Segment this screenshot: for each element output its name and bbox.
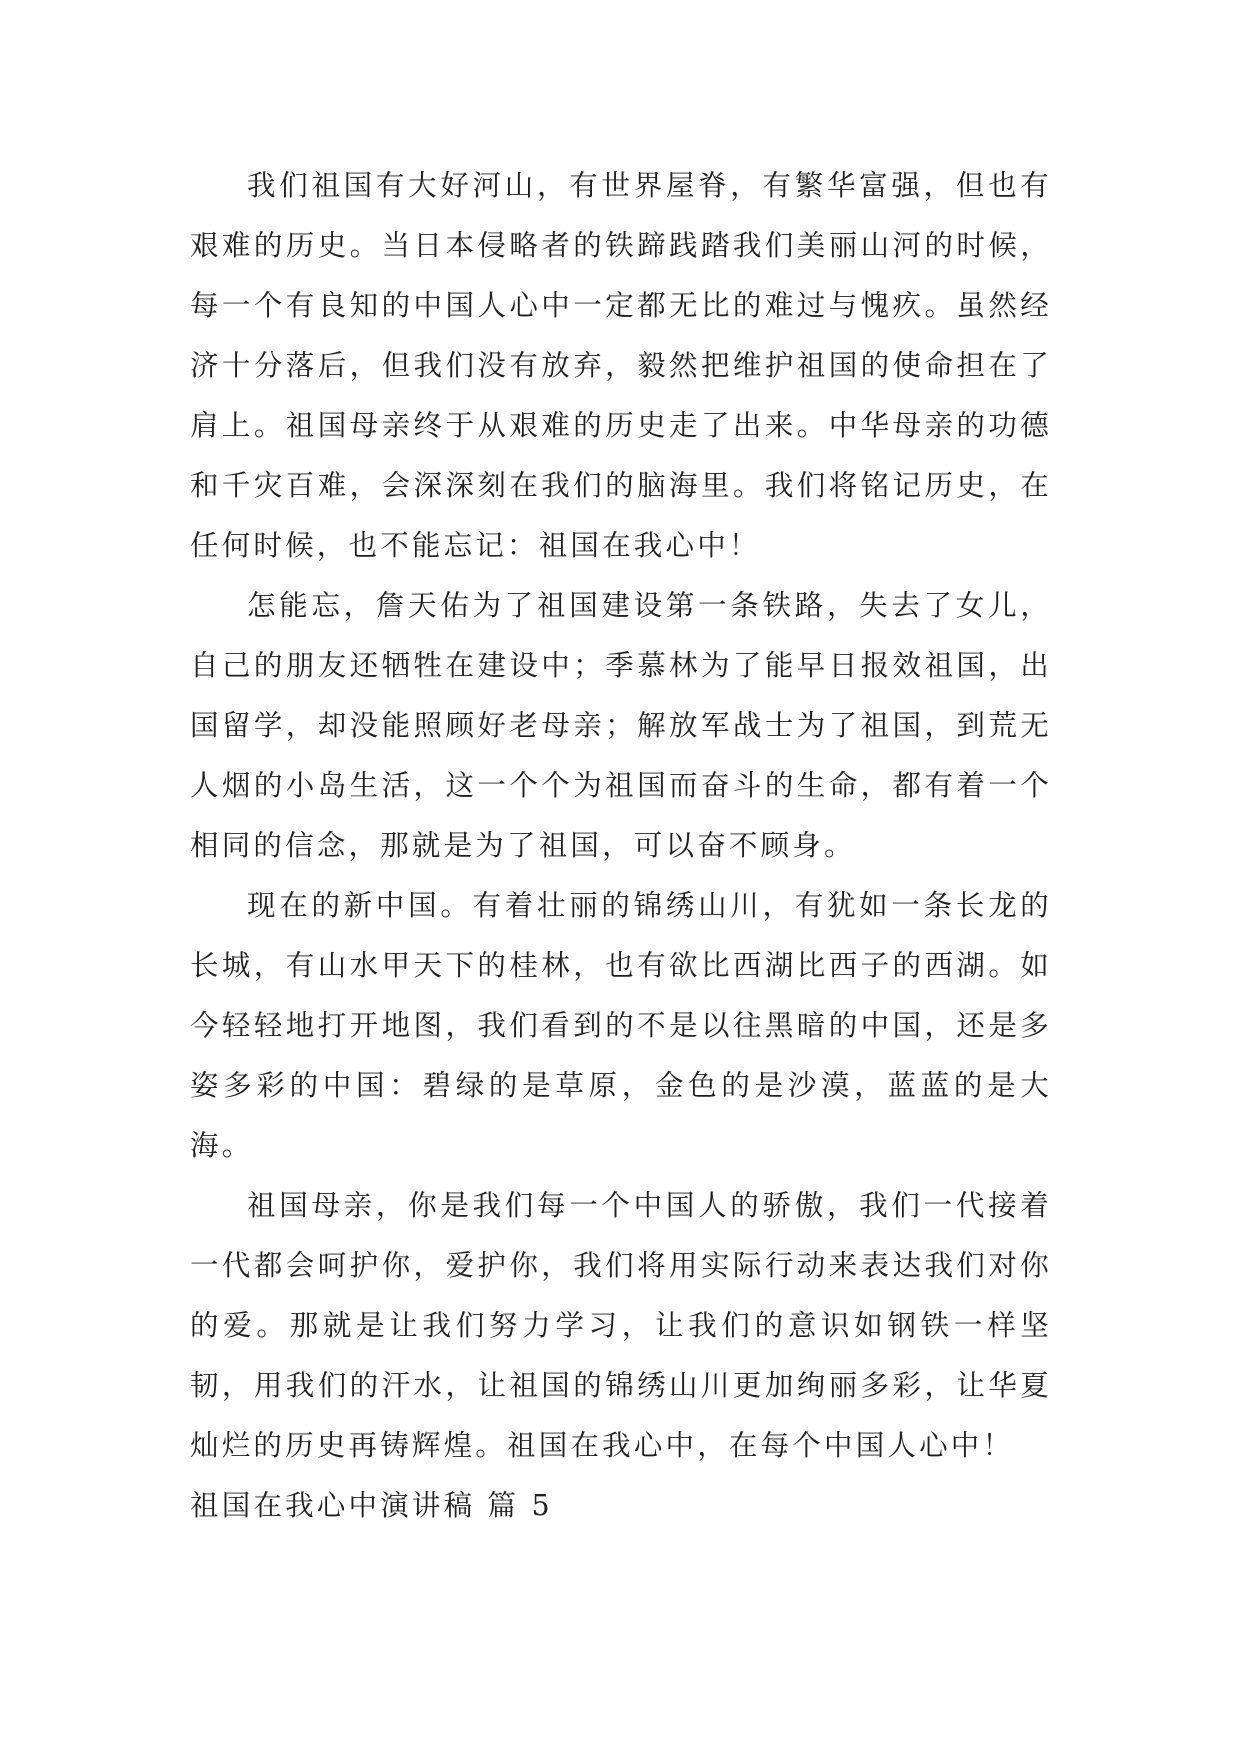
document-body	[190, 156, 1052, 1536]
section-heading: 祖国在我心中演讲稿 篇 5	[190, 1489, 553, 1522]
paragraph: 我们祖国有大好河山，有世界屋脊，有繁华富强，但也有艰难的历史。当日本侵略者的铁蹄践踏我们美丽山河的时候，每一个有良知的中国人心中一定都无比的难过与愧疚。虽然经济十分落后，但我们没有放弃，毅然把维护祖国的使命担在了肩上。祖国母亲终于从艰难的历史走了出来。中华母亲的功德和千灾百难，会深深刻在我们的脑海里。我们将铭记历史，在任何时候，也不能忘记：祖国在我心中！	[190, 169, 1052, 562]
paragraph: 现在的新中国。有着壮丽的锦绣山川，有犹如一条长龙的长城，有山水甲天下的桂林，也有欲比西湖比西子的西湖。如今轻轻地打开地图，我们看到的不是以往黑暗的中国，还是多姿多彩的中国：碧绿的是草原，金色的是沙漠，蓝蓝的是大海。	[190, 889, 1052, 1162]
paragraph: 祖国母亲，你是我们每一个中国人的骄傲，我们一代接着一代都会呵护你，爱护你，我们将用实际行动来表达我们对你的爱。那就是让我们努力学习，让我们的意识如钢铁一样坚韧，用我们的汗水，让祖国的锦绣山川更加绚丽多彩，让华夏灿烂的历史再铸辉煌。祖国在我心中，在每个中国人心中！	[190, 1189, 1052, 1462]
paragraph: 怎能忘，詹天佑为了祖国建设第一条铁路，失去了女儿，自己的朋友还牺牲在建设中；季慕林为了能早日报效祖国，出国留学，却没能照顾好老母亲；解放军战士为了祖国，到荒无人烟的小岛生活，这一个个为祖国而奋斗的生命，都有着一个相同的信念，那就是为了祖国，可以奋不顾身。	[190, 589, 1052, 862]
